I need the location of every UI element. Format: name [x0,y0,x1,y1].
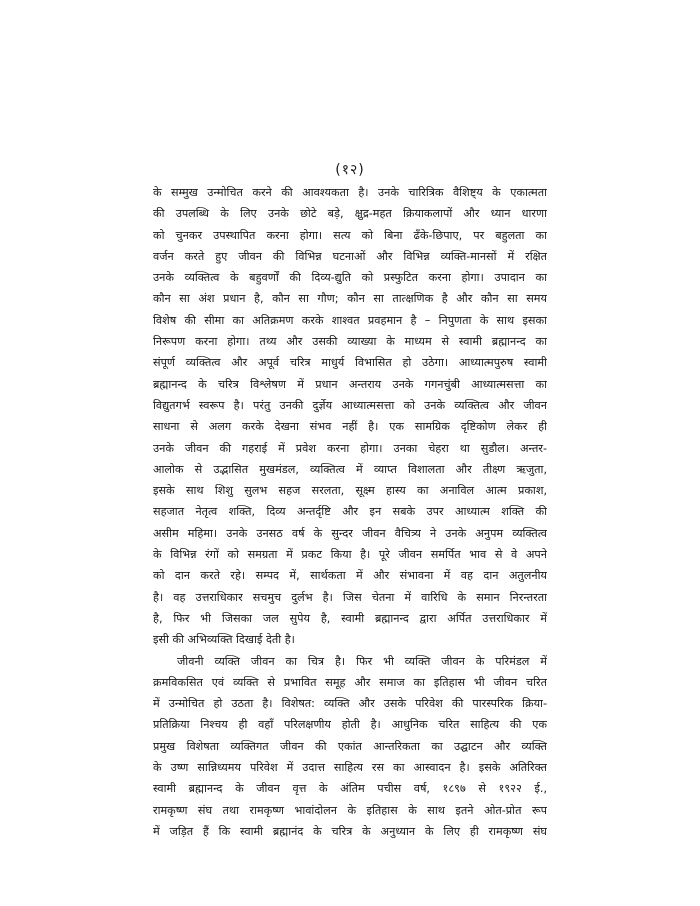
text-line: कौन सा अंश प्रधान है, कौन सा गौण; कौन सा तात्क्षणिक है और कौन सा समय [153,292,547,306]
text-line: के सम्मुख उन्मोचित करने की आवश्यकता है। उनके चारित्रिक वैशिष्ट्य के एकात्मता [153,186,547,199]
text-line: क्रमविकसित एवं व्यक्ति से प्रभावित समूह और समाज का इतिहास भी जीवन चरित [153,675,547,689]
text-line: ब्रह्मानन्द के चरित्र विश्लेषण में प्रधान अन्तराय उनके गगनचुंबी आध्यात्मसत्ता का [153,377,547,391]
text-line: प्रमुख विशेषता व्यक्तिगत जीवन की एकांत आन्तरिकता का उद्घाटन और व्यक्ति [153,739,547,753]
paragraph-start-line: जीवनी व्यक्ति जीवन का चित्र है। फिर भी व्यक्ति जीवन के परिमंडल में [177,654,547,668]
text-line: में जड़ित हैं कि स्वामी ब्रह्मानंद के चरित्र के अनुध्यान के लिए ही रामकृष्ण संघ [153,824,547,838]
text-line: इसके साथ शिशु सुलभ सहज सरलता, सूक्ष्म हास्य का अनाविल आत्म प्रकाश, [153,484,547,498]
text-line: के उष्ण सान्निध्यमय परिवेश में उदात्त साहित्य रस का आस्वादन है। इसके अतिरिक्त [153,761,547,775]
text-line: में उन्मोचित हो उठता है। विशेषत: व्यक्ति और उसके परिवेश की पारस्परिक क्रिया- [153,697,547,711]
text-line: असीम महिमा। उनके उनसठ वर्ष के सुन्दर जीवन वैचित्र्य ने उनके अनुपम व्यक्तित्व [153,526,547,540]
paragraph-end-line: इसी की अभिव्यक्ति दिखाई देती है। [153,633,295,647]
text-line: की उपलब्धि के लिए उनके छोटे बड़े, क्षुद्र-महत क्रियाकलापों और ध्यान धारणा [153,207,547,221]
body-text [153,182,547,842]
text-line: को चुनकर उपस्थापित करना होगा। सत्य को बिना ढँके-छिपाए, पर बहुलता का [153,228,547,242]
text-line: स्वामी ब्रह्मानन्द के जीवन वृत्त के अंतिम पचीस वर्ष, १८९७ से १९२२ ई., [153,782,547,796]
text-line: वर्जन करते हुए जीवन की विभिन्न घटनाओं और विभिन्न व्यक्ति-मानसों में रक्षित [153,249,547,263]
text-line: उनके व्यक्तित्व के बहुवर्णों की दिव्य-द्युति को प्रस्फुटित करना होगा। उपादान का [153,271,547,285]
text-line: रामकृष्ण संघ तथा रामकृष्ण भावांदोलन के इतिहास के साथ इतने ओत-प्रोत रूप [153,803,547,817]
text-line: विद्युतगर्भ स्वरूप है। परंतु उनकी दुर्ज्ञेय आध्यात्मसत्ता को उनके व्यक्तित्व और जीवन [153,398,547,412]
text-line: साधना से अलग करके देखना संभव नहीं है। एक सामग्रिक दृष्टिकोण लेकर ही [153,420,547,434]
text-line: निरूपण करना होगा। तथ्य और उसकी व्याख्या के माध्यम से स्वामी ब्रह्मानन्द का [153,335,547,349]
text-line: प्रतिक्रिया निश्चय ही वहाँ परिलक्षणीय होती है। आधुनिक चरित साहित्य की एक [153,718,547,732]
text-line: है, फिर भी जिसका जल सुपेय है, स्वामी ब्रह्मानन्द द्वारा अर्पित उत्तराधिकार में [153,611,547,625]
text-line: को दान करते रहे। सम्पद में, सार्थकता में और संभावना में वह दान अतुलनीय [153,569,547,583]
text-line: है। वह उत्तराधिकार सचमुच दुर्लभ है। जिस चेतना में वारिधि के समान निरन्तरता [153,590,547,604]
text-line: सहजात नेतृत्व शक्ति, दिव्य अन्तर्दृष्टि और इन सबके उपर आध्यात्म शक्ति की [153,505,547,519]
text-line: आलोक से उद्भासित मुखमंडल, व्यक्तित्व में व्याप्त विशालता और तीक्ष्ण ऋजुता, [153,462,547,476]
text-line: विशेष की सीमा का अतिक्रमण करके शाश्वत प्रवहमान है – निपुणता के साथ इसका [153,313,547,327]
page-number: (१२) [335,162,365,178]
text-line: उनके जीवन की गहराई में प्रवेश करना होगा। उनका चेहरा था सुडौल। अन्तर- [153,441,547,455]
text-line: के विभिन्न रंगों को समग्रता में प्रकट किया है। पूरे जीवन समर्पित भाव से वे अपने [153,548,547,562]
text-line: संपूर्ण व्यक्तित्व और अपूर्व चरित्र माधुर्य विभासित हो उठेगा। आध्यात्मपुरुष स्वामी [153,356,547,370]
